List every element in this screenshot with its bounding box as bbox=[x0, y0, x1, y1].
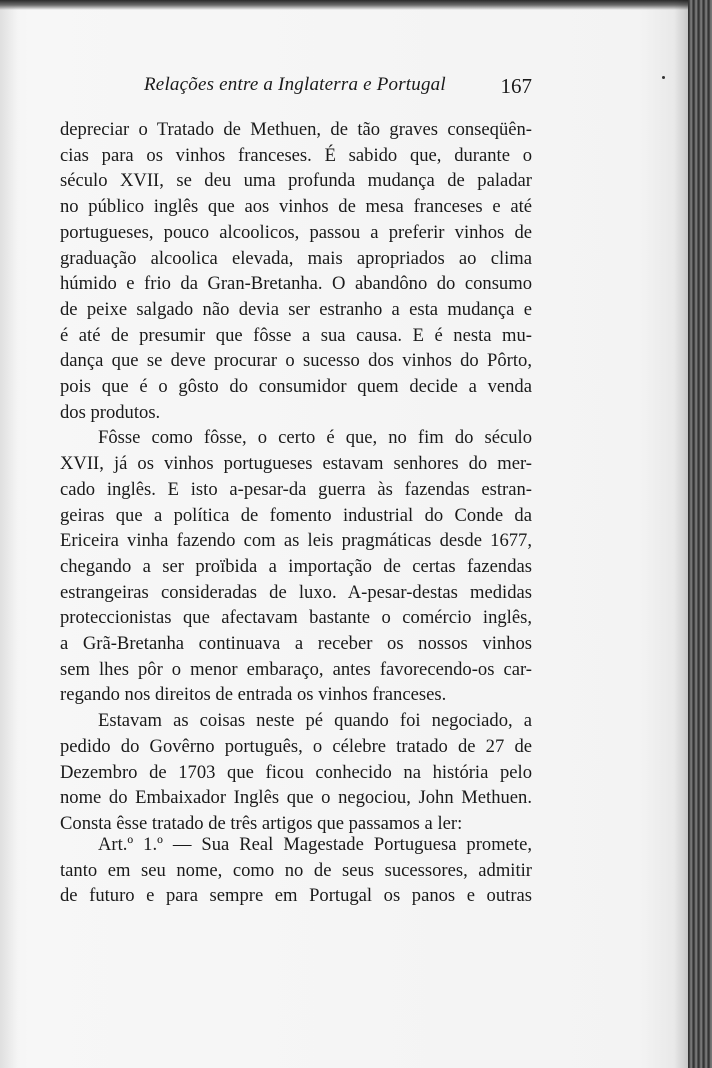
text-line: chegando a ser proïbida a importação de certas fazendas bbox=[60, 555, 532, 577]
text-line: dança que se deve procurar o sucesso dos vinhos do Pôrto, bbox=[60, 350, 532, 372]
text-line: XVII, já os vinhos portugueses estavam senhores do mer- bbox=[60, 453, 532, 475]
text-line: geiras que a política de fomento industrial do Conde da bbox=[60, 504, 532, 526]
running-title: Relações entre a Inglaterra e Portugal bbox=[144, 74, 446, 95]
text-line: sem lhes pôr o menor embaraço, antes favorecendo-os car- bbox=[60, 658, 532, 680]
text-line: é até de presumir que fôsse a sua causa. E é nesta mu- bbox=[60, 324, 532, 346]
text-line: pois que é o gôsto do consumidor quem decide a venda bbox=[60, 376, 532, 398]
text-line: Art.º 1.º — Sua Real Magestade Portuguesa promete, bbox=[98, 834, 532, 855]
text-line: dos produtos. bbox=[60, 401, 161, 423]
text-line: de futuro e para sempre em Portugal os panos e outras bbox=[60, 885, 532, 907]
print-speck bbox=[662, 76, 665, 79]
text-line: Consta êsse tratado de três artigos que passamos a ler: bbox=[60, 812, 463, 834]
text-line: pedido do Govêrno português, o célebre tratado de 27 de bbox=[60, 735, 532, 757]
text-line: cado inglês. E isto a-pesar-da guerra às fazendas estran- bbox=[60, 478, 532, 500]
text-line: tanto em seu nome, como no de seus sucessores, admitir bbox=[60, 859, 532, 881]
text-line: no público inglês que aos vinhos de mesa franceses e até bbox=[60, 196, 532, 218]
treaty-article-1 bbox=[60, 832, 532, 909]
text-line: século XVII, se deu uma profunda mudança de paladar bbox=[60, 170, 532, 192]
left-shadow bbox=[0, 0, 18, 1068]
text-line: depreciar o Tratado de Methuen, de tão graves conseqüên- bbox=[60, 119, 532, 140]
gutter-shadow bbox=[674, 0, 688, 1068]
text-line: portugueses, pouco alcoolicos, passou a preferir vinhos de bbox=[60, 221, 532, 243]
running-head bbox=[60, 74, 532, 102]
text-line: graduação alcoolica elevada, mais apropriados ao clima bbox=[60, 247, 532, 269]
text-line: nome do Embaixador Inglês que o negociou, John Methuen. bbox=[60, 787, 532, 809]
text-line: Ericeira vinha fazendo com as leis pragmáticas desde 1677, bbox=[60, 530, 532, 552]
text-line: a Grã-Bretanha continuava a receber os nossos vinhos bbox=[60, 633, 532, 655]
top-page-edge bbox=[0, 0, 712, 10]
body-text bbox=[60, 117, 532, 837]
text-line: cias para os vinhos franceses. É sabido que, durante o bbox=[60, 144, 532, 166]
text-line: Dezembro de 1703 que ficou conhecido na história pelo bbox=[60, 761, 532, 783]
text-line: regando nos direitos de entrada os vinhos franceses. bbox=[60, 684, 447, 706]
text-line: Fôsse como fôsse, o certo é que, no fim do século bbox=[98, 427, 532, 449]
text-line: estrangeiras consideradas de luxo. A-pesar-destas medidas bbox=[60, 581, 532, 603]
book-page-edges bbox=[688, 0, 712, 1068]
text-line: Estavam as coisas neste pé quando foi negociado, a bbox=[98, 710, 532, 732]
text-line: húmido e frio da Gran-Bretanha. O abandôno do consumo bbox=[60, 273, 532, 295]
text-line: proteccionistas que afectavam bastante o comércio inglês, bbox=[60, 607, 532, 629]
text-line: de peixe salgado não devia ser estranho a esta mudança e bbox=[60, 298, 532, 320]
page-number: 167 bbox=[500, 74, 532, 98]
